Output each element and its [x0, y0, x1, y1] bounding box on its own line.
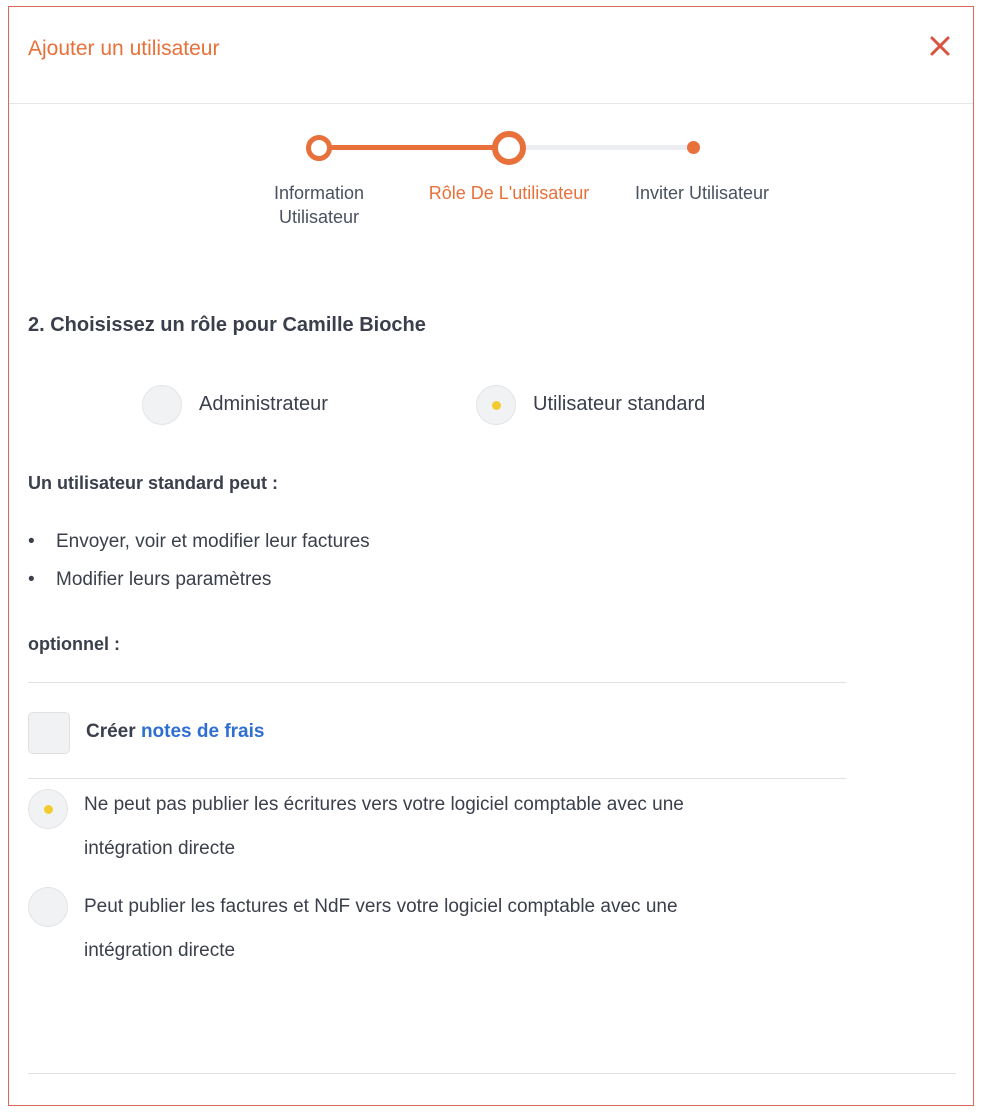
- step-1-marker: [306, 135, 332, 161]
- expense-notes-checkbox[interactable]: [28, 712, 70, 754]
- optional-heading: optionnel :: [28, 634, 120, 654]
- role-label-utilisateur-standard[interactable]: Utilisateur standard: [533, 393, 706, 415]
- list-item: • Envoyer, voir et modifier leur factures: [28, 531, 370, 552]
- publish-radio-can[interactable]: [28, 887, 68, 927]
- publish-option-cannot-label[interactable]: [84, 783, 844, 871]
- permissions-list: [28, 530, 370, 606]
- add-user-modal: [8, 6, 974, 1106]
- step-3-marker: [687, 141, 700, 154]
- modal-title: Ajouter un utilisateur: [28, 37, 220, 60]
- role-heading: 2. Choisissez un rôle pour Camille Bioche: [28, 314, 426, 336]
- role-radio-administrateur[interactable]: [142, 385, 182, 425]
- expense-notes-link[interactable]: notes de frais: [140, 721, 265, 742]
- publish-option-cannot-line2: intégration directe: [84, 838, 236, 859]
- publish-option-can-line2: intégration directe: [84, 940, 236, 961]
- step-1-label-line1: Information: [273, 183, 365, 203]
- radio-selected-dot: [44, 805, 53, 814]
- publish-radio-cannot[interactable]: [28, 789, 68, 829]
- step-1-label: [254, 181, 384, 229]
- expense-notes-prefix: Créer: [86, 721, 136, 742]
- role-radio-utilisateur-standard[interactable]: [476, 385, 516, 425]
- step-2-label: Rôle De L'utilisateur: [428, 183, 590, 203]
- publish-option-can-label[interactable]: [84, 885, 844, 973]
- step-3-label: Inviter Utilisateur: [634, 183, 770, 203]
- permission-text: Modifier leurs paramètres: [56, 569, 272, 590]
- permissions-heading: Un utilisateur standard peut :: [28, 473, 279, 493]
- list-item: • Modifier leurs paramètres: [28, 569, 272, 590]
- radio-selected-dot: [492, 401, 501, 410]
- progress-stepper: [9, 7, 973, 267]
- step-1-label-line2: Utilisateur: [278, 207, 360, 227]
- role-label-administrateur[interactable]: Administrateur: [199, 393, 328, 415]
- divider: [28, 682, 846, 683]
- expense-notes-label: [86, 721, 264, 743]
- publish-option-cannot-line1: Ne peut pas publier les écritures vers votre logiciel comptable avec une: [84, 794, 684, 815]
- stepper-track-completed: [319, 145, 509, 150]
- stepper-track-remaining: [509, 145, 693, 150]
- step-2-marker: [492, 131, 526, 165]
- permission-text: Envoyer, voir et modifier leur factures: [56, 531, 370, 552]
- publish-option-can-line1: Peut publier les factures et NdF vers votre logiciel comptable avec une: [84, 896, 678, 917]
- footer-divider: [28, 1073, 956, 1074]
- divider: [28, 778, 846, 779]
